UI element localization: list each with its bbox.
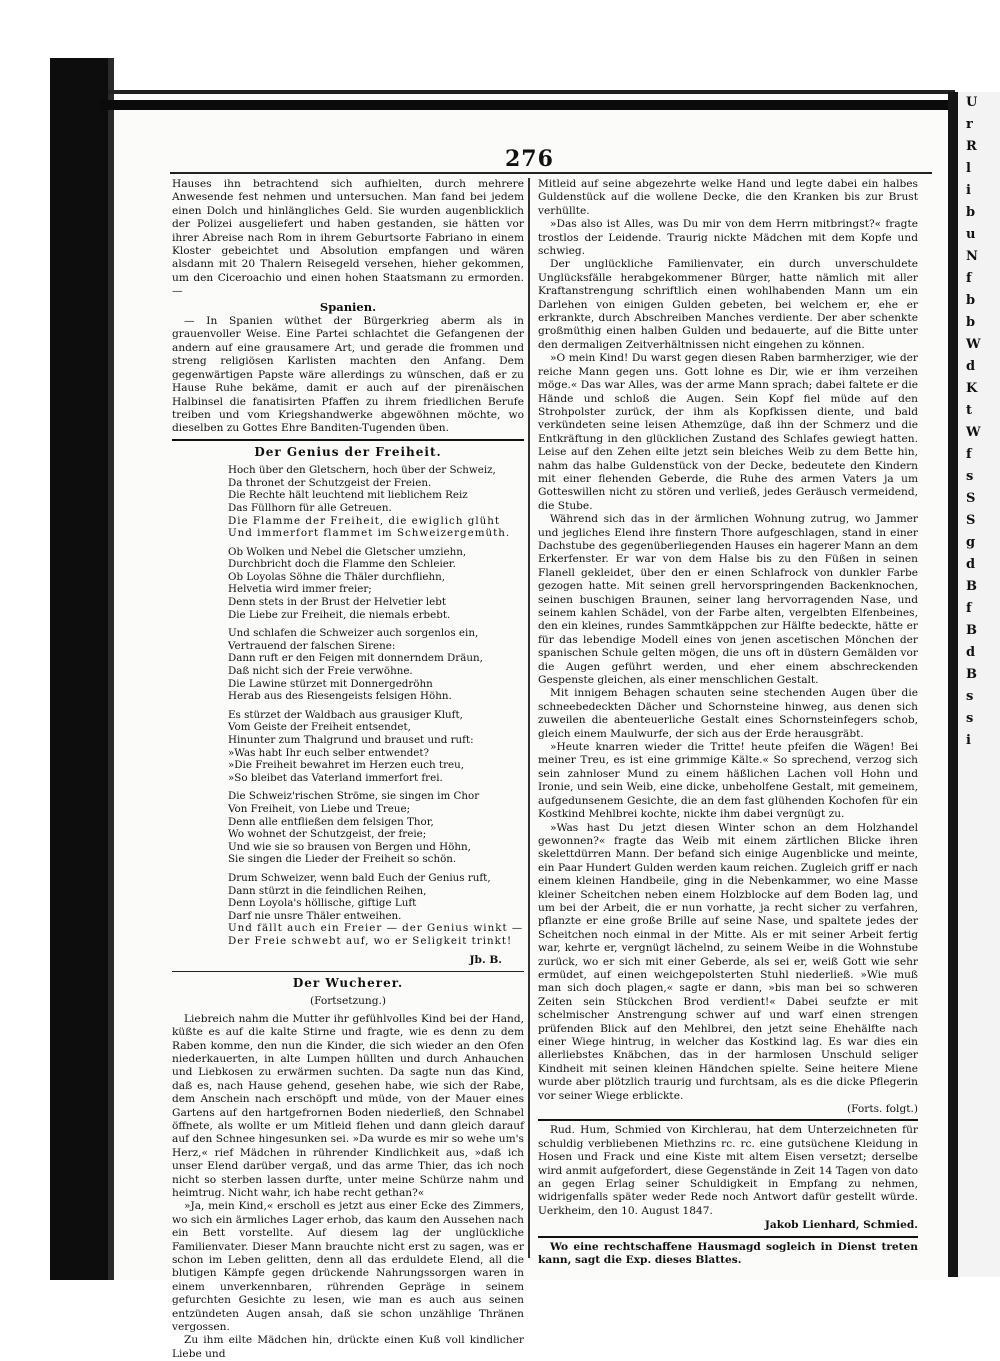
section-rule (172, 971, 524, 972)
section-rule (172, 439, 524, 441)
page-number: 276 (505, 146, 554, 172)
news-paragraph: Hauses ihn betrachtend sich aufhielten, durch mehrere Anwesende fest nehmen und untersuchen. Man fand bei jedem einen Dolch und hinlängliches Geld. Sie wurden augenblicklich der Polizei ausgeliefert und haben gestanden, sie hätten vor ihrer Abreise nach Rom in ihrem Geburtsorte Fabriano in einem Kloster gebeichtet und Absolution empfangen und wären alsdann mit 20 Thalern Reisegeld versehen, hieher gekommen, um den Ciceroachio und einen hohen Staatsmann zu ermorden. — (172, 178, 524, 298)
poem-line: Es stürzet der Waldbach aus grausiger Kluft, (228, 708, 463, 721)
next-page-fragment: f (966, 271, 972, 286)
next-page-fragment: t (966, 403, 973, 418)
poem-line: Wo wohnet der Schutzgeist, der freie; (228, 828, 427, 841)
poem-line: Und fällt auch ein Freier — der Genius winkt — (228, 922, 524, 935)
poem-line: Und immerfort flammet im Schweizergemüth. (228, 527, 511, 540)
next-page-fragment: W (966, 337, 981, 352)
scan-top-edge (108, 90, 955, 94)
poem-line: Dann ruft er den Feigen mit donnerndem Dräun, (228, 652, 483, 665)
poem-line: Vom Geiste der Freiheit entsendet, (228, 721, 411, 734)
story-paragraph: Während sich das in der ärmlichen Wohnung zutrug, wo Jammer und jegliches Elend ihre finstern Thore aufgeschlagen, stand in einer Dachstube des gegenüberliegenden Hauses ein hagerer Mann an dem Erkerfenster. Er war von dem Halse bis zu den Füßen in seinen Flanell gekleidet, über den er einen Schlafrock von dunkler Farbe gezogen hatte. Mit seinen grell hervorspringenden Backenknochen, seinen buschigen Braunen, seiner lang hervorragenden Nase, und seinem kahlen Schädel, von der Farbe alten, vergelbten Elfenbeines, den ein kleines, rundes Sammtkäppchen zur Hälfte bedeckte, hätte er für das lebendige Modell eines von jenen ascetischen Mönchen der spanischen Schule gelten mögen, die uns oft in düstern Gemälden vor die Augen geführt werden, und eher einem abschreckenden Gespenste gleichen, als einer menschlichen Gestalt. (538, 513, 918, 687)
scan-top-border (100, 100, 955, 110)
poem-line: Drum Schweizer, wenn bald Euch der Genius ruft, (228, 871, 491, 884)
poem-stanza (228, 872, 524, 948)
next-page-fragment: b (966, 315, 976, 330)
poem-line: Die Flamme der Freiheit, die ewiglich glüht (228, 514, 501, 527)
next-page-fragment: U (966, 95, 978, 110)
story-paragraph: »Was hast Du jetzt diesen Winter schon an dem Holzhandel gewonnen?« fragte das Weib mit einem zärtlichen Blicke ihren skelettdürren Mann. Der befand sich einige Augenblicke und meinte, ein Paar Hundert Gulden werden kaum reichen. Zugleich griff er nach einem kleinen Handbeile, ging in die Nebenkammer, wo eine Masse kleiner Scheitchen neben einem Holzblocke auf dem Boden lag, und um bei der Arbeit, die er nun vorhatte, ja recht sicher zu verfahren, pflanzte er eine große Brille auf seine Nase, und spaltete jedes der Scheitchen noch einmal in der Mitte. Als er mit seiner Arbeit fertig war, kehrte er, vergnügt lächelnd, zu seinem Weibe in die Wohnstube zurück, wo er sich mit einer Geberde, als sei er, weiß Gott wie sehr ermüdet, auf einen weichgepolsterten Stuhl niederließ. »Wie muß man sich doch plagen,« sagte er dann, »bis man bei so schweren Zeiten sein Stückchen Brod verdient!« Dabei seufzte er mit schelmischer Anstrengung schwer auf und warf einen strengen prüfenden Blick auf den Mehlbrei, den jetzt seine Ehehälfte nach einer Wiege hintrug, in welcher das Kostkind lag. Es war dies ein allerliebstes Knäbchen, das in der harmlosen Unschuld seliger Kindheit mit seinen kleinen Händchen spielte. Seine heitere Miene wurde aber plötzlich traurig und furchtsam, als es die dicke Pflegerin vor seiner Wiege erblickte. (538, 821, 918, 1102)
next-page-fragment: u (966, 227, 976, 242)
next-page-fragment: s (966, 711, 974, 726)
next-page-fragment: S (966, 513, 976, 528)
column-divider (528, 178, 530, 1258)
next-page-fragment: B (966, 623, 977, 638)
next-page-fragment: i (966, 733, 971, 748)
next-page-fragment: R (966, 139, 977, 154)
next-page-fragment: f (966, 601, 972, 616)
story-title: Der Wucherer. (292, 975, 404, 990)
poem-line: Die Schweiz'rischen Ströme, sie singen im Chor (228, 790, 480, 803)
poem-stanza (228, 709, 524, 785)
poem-line: Da thronet der Schutzgeist der Freien. (228, 476, 432, 489)
story-paragraph: Mit innigem Behagen schauten seine stechenden Augen über die schneebedeckten Dächer und Schornsteine hinweg, aus denen sich zuweilen die abenteuerliche Gestalt eines Schornsteinfegers schob, gleich einem Maulwurfe, der sich aus der Erde herausgräbt. (538, 687, 918, 740)
story-paragraph: »O mein Kind! Du warst gegen diesen Raben barmherziger, wie der reiche Mann gegen uns. Gott lohne es Dir, wie er ihm verzeihen möge.« Das war Alles, was der arme Mann sprach; dabei faltete er die Hände und schloß die Augen. Sein Kopf fiel müde auf den Strohpolster zurück, der ihm als Kopfkissen diente, und bald verkündeten seine leisen Athemzüge, daß ihn der Schmerz und die Entkräftung in den glücklichen Zustand des Schlafes gewiegt hatten. Leise auf den Zehen eilte jetzt sein bleiches Weib zu dem Bette hin, nahm das halbe Guldenstück von der Decke, bedeutete den Kindern mit einer flehenden Geberde, die Ruhe des armen Vaters ja um Gotteswillen nicht zu stören und verließ, jedes Geräusch vermeidend, die Stube. (538, 352, 918, 512)
next-page-fragment: i (966, 183, 971, 198)
next-page-fragment: s (966, 689, 974, 704)
poem-line: Hoch über den Gletschern, hoch über der Schweiz, (228, 464, 496, 477)
story-paragraph: Zu ihm eilte Mädchen hin, drückte einen Kuß voll kindlicher Liebe und (172, 1334, 524, 1360)
poem-stanza (228, 546, 524, 622)
next-page-fragment: g (966, 535, 976, 550)
continuation-note: (Forts. folgt.) (846, 1103, 918, 1116)
next-page-fragment: K (966, 381, 978, 396)
section-rule (538, 1236, 918, 1238)
poem-stanza (228, 790, 524, 866)
next-page-fragment: B (966, 667, 977, 682)
poem-line: »Die Freiheit bewahret im Herzen euch treu, (228, 759, 464, 772)
poem-line: Durchbricht doch die Flamme den Schleier. (228, 558, 456, 571)
poem-line: Denn stets in der Brust der Helvetier lebt (228, 596, 446, 609)
book-gutter (948, 92, 958, 1277)
next-page-fragment: s (966, 469, 974, 484)
story-paragraph: Liebreich nahm die Mutter ihr gefühlvolles Kind bei der Hand, küßte es auf die kalte Stirne und fragte, wie es denn zu dem Raben komme, den nun die Kinder, die sich wieder an den Ofen niederkauerten, in alte Lumpen hüllten und durch Anhauchen und Liebkosen zu erwärmen suchten. Da sagte nun das Kind, daß es, nach Hause gehend, gesehen habe, wie sich der Rabe, dem Anschein nach erschöpft und müde, von der Mauer eines Gartens auf den hartgefrornen Boden niederließ, den Schnabel öffnete, als wollte er um Mitleid flehen und dann gleich darauf auf den Schnee hingesunken sei. »Da wurde es mir so wehe um's Herz,« rief Mädchen in rührender Kindlichkeit aus, »daß ich unser Elend darüber vergaß, und das arme Thier, das ich noch nicht so sterben lassen durfte, unter meine Schürze nahm und heimtrug. Nicht wahr, ich habe recht gethan?« (172, 1012, 524, 1199)
header-rule (170, 172, 932, 174)
advertisement-signature: Jakob Lienhard, Schmied. (764, 1219, 918, 1232)
poem-line: Herab aus des Riesengeists felsigen Höhn. (228, 690, 452, 703)
story-paragraph: Der unglückliche Familienvater, ein durch unverschuldete Unglücksfälle herabgekommener Bürger, hatte nämlich mit aller Kraftanstrengung schriftlich einen wohlhabenden Mann um ein Darlehen von einigen Gulden gebeten, bei welchem er, ehe er erkrankte, durch Abschreiben Manches verdiente. Der aber schenkte großmüthig einen halben Gulden und bedauerte, auf die Bitte unter den dermaligen Zeitverhältnissen nicht eingehen zu können. (538, 258, 918, 351)
spain-heading: Spanien. (319, 299, 377, 314)
poem-line: Sie singen die Lieder der Freiheit so schön. (228, 853, 457, 866)
next-page-fragment: d (966, 359, 976, 374)
poem-line: Und schlafen die Schweizer auch sorgenlos ein, (228, 627, 479, 640)
next-page-fragment: d (966, 557, 976, 572)
section-rule (538, 1119, 918, 1121)
next-page-fragment: N (966, 249, 978, 264)
next-page-fragment: r (966, 117, 973, 132)
poem-line: »So bleibet das Vaterland immerfort frei. (228, 771, 443, 784)
next-page-fragment: f (966, 447, 972, 462)
poem-line: Ob Wolken und Nebel die Gletscher umziehn, (228, 545, 467, 558)
poem-line: Von Freiheit, von Liebe und Treue; (228, 802, 411, 815)
poem-line: Darf nie unsre Thäler entweihen. (228, 909, 402, 922)
left-column (172, 178, 524, 1361)
poem-line: Vertrauend der falschen Sirene: (228, 639, 396, 652)
poem-signature: Jb. B. (469, 953, 502, 966)
poem-title: Der Genius der Freiheit. (254, 444, 442, 459)
poem-line: Und wie sie so brausen von Bergen und Höhn, (228, 840, 471, 853)
next-page-edge (958, 92, 1000, 1277)
poem-stanza (228, 464, 524, 540)
poem-line: »Was habt Ihr euch selber entwendet? (228, 746, 430, 759)
next-page-fragment: B (966, 579, 977, 594)
right-column (538, 178, 918, 1268)
poem-line: Der Freie schwebt auf, wo er Seligkeit trinkt! (228, 934, 513, 947)
poem-line: Ob Loyolas Söhne die Thäler durchfliehn, (228, 570, 446, 583)
poem-line: Helvetia wird immer freier; (228, 583, 372, 596)
poem-line: Denn alle entfließen dem felsigen Thor, (228, 815, 434, 828)
poem (172, 464, 524, 947)
poem-line: Daß nicht sich der Freie verwöhne. (228, 665, 413, 678)
story-paragraph: »Heute knarren wieder die Tritte! heute pfeifen die Wägen! Bei meiner Treu, es ist eine grimmige Kälte.« So sprechend, verzog sich sein zahnloser Mund zu einem häßlichen Lachen voll Hohn und Ironie, und sein Weib, eine dicke, unbeholfene Gestalt, mit gemeinem, aufgedunsenem Gesichte, die an dem fast glühenden Kochofen für ein Kostkind Mehlbrei kochte, nickte ihm dabei vergnügt zu. (538, 741, 918, 821)
next-page-fragment: d (966, 645, 976, 660)
story-paragraph: Mitleid auf seine abgezehrte welke Hand und legte dabei ein halbes Guldenstück auf die wollene Decke, die den Kranken bis zur Brust verhüllte. (538, 178, 918, 217)
poem-line: Denn Loyola's höllische, giftige Luft (228, 897, 417, 910)
story-paragraph: »Das also ist Alles, was Du mir von dem Herrn mitbringst?« fragte trostlos der Leidende. Traurig nickte Mädchen mit dem Kopfe und schwieg. (538, 218, 918, 258)
advertisement: Rud. Hum, Schmied von Kirchlerau, hat dem Unterzeichneten für schuldig verbliebenen Miethzins rc. rc. eine gutsüchene Kleidung in Hosen und Frack und eine Kiste mit altem Eisen versetzt; derselbe wird anmit aufgefordert, diese Gegenstände in Zeit 14 Tagen von dato an gegen Erlag seiner Schuldigkeit in Empfang zu nehmen, widrigenfalls später weder Rede noch Antwort dafür gestellt würde. Uerkheim, den 10. August 1847. (538, 1124, 918, 1217)
poem-line: Die Liebe zur Freiheit, die niemals erbebt. (228, 608, 451, 621)
poem-line: Hinunter zum Thalgrund und brauset und ruft: (228, 734, 474, 746)
next-page-fragment: S (966, 491, 976, 506)
story-paragraph: »Ja, mein Kind,« erscholl es jetzt aus einer Ecke des Zimmers, wo sich ein ärmliches Lager erhob, das kaum den Aussehen nach ein Bett vorstellte. Auf diesem lag der unglückliche Familienvater. Dieser Mann brauchte nicht erst zu sagen, was er schon im Leben gelitten, denn all das erduldete Elend, all die blutigen Kämpfe gegen drückende Nahrungssorgen waren in einem unverkennbaren, rührenden Gepräge in seinem gefurchten Gesichte zu lesen, wie man es auch aus seinen entzündeten Augen ansah, daß sie schon unzählige Thränen vergossen. (172, 1200, 524, 1334)
advertisement: Wo eine rechtschaffene Hausmagd sogleich in Dienst treten kann, sagt die Exp. dieses Blattes. (538, 1240, 918, 1267)
poem-line: Das Füllhorn für alle Getreuen. (228, 501, 392, 514)
story-subtitle: (Fortsetzung.) (309, 995, 387, 1008)
scan-top-margin (0, 0, 1000, 58)
news-paragraph: — In Spanien wüthet der Bürgerkrieg aberm als in grauenvoller Weise. Eine Partei schlachtet die Gefangenen der andern auf eine grausamere Art, und gerade die frommen und streng religiösen Karlisten machten den Anfang. Dem gegenwärtigen Papste wäre allerdings zu wünschen, daß er zu Hause Ruhe bekäme, damit er auch auf der pirenäischen Halbinsel die fanatisirten Pfaffen zu ihrem friedlichen Berufe treiben und vom Kriegshandwerke abgewöhnen möchte, wo dieselben zu Gottes Ehre Banditen-Tugenden üben. (172, 315, 524, 435)
next-page-fragment: b (966, 205, 976, 220)
poem-line: Die Rechte hält leuchtend mit lieblichem Reiz (228, 489, 468, 502)
next-page-fragment: W (966, 425, 981, 440)
poem-line: Dann stürzt in die feindlichen Reihen, (228, 884, 427, 897)
poem-line: Die Lawine stürzet mit Donnergedröhn (228, 677, 433, 690)
next-page-fragment: l (966, 161, 971, 176)
scan-left-border (50, 58, 108, 1280)
next-page-fragment: b (966, 293, 976, 308)
poem-stanza (228, 627, 524, 703)
